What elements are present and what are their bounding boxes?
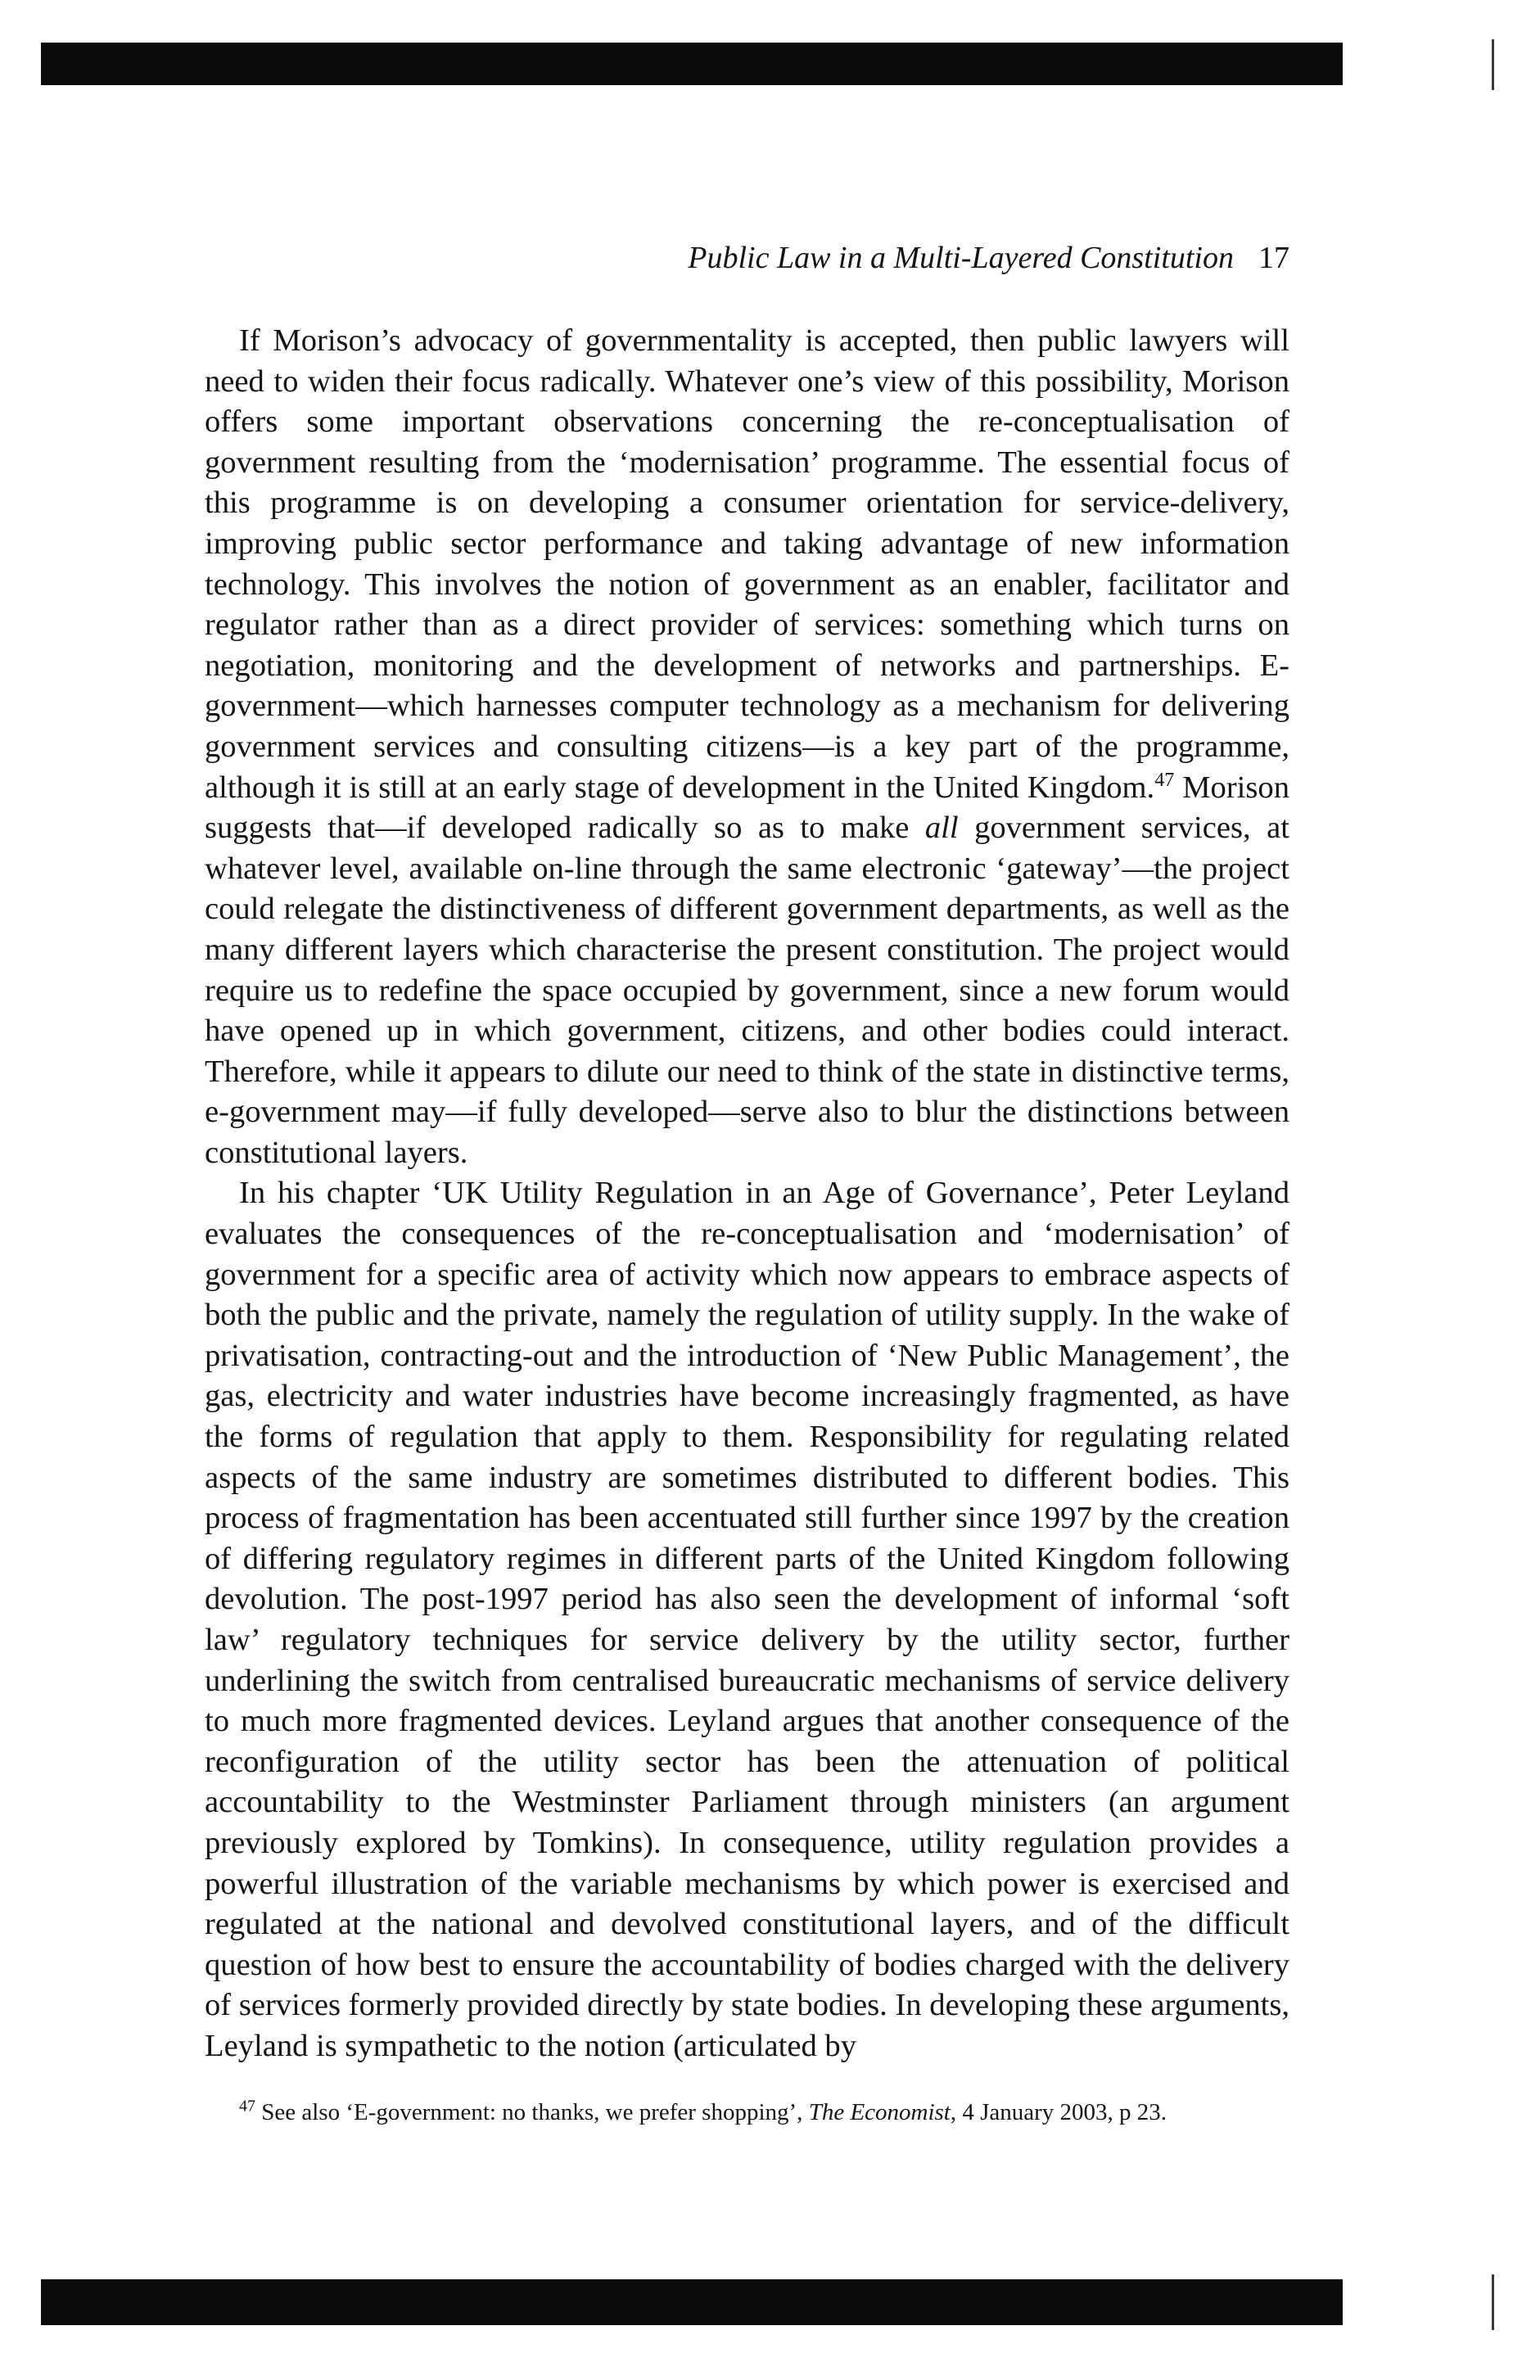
main-text xyxy=(205,321,1289,2067)
footnote-text-a: See also ‘E-government: no thanks, we prefer shopping’, xyxy=(255,2099,809,2125)
paragraph-1-text-b: Morison suggests that—if developed radically so as to make xyxy=(205,770,1289,846)
footnote-publication: The Economist xyxy=(808,2099,951,2125)
page-number: 17 xyxy=(1258,241,1289,275)
paragraph-1 xyxy=(205,321,1289,1173)
emphasis-all: all xyxy=(924,811,959,846)
paragraph-2: In his chapter ‘UK Utility Regulation in an Age of Governance’, Peter Leyland evaluates the consequences of the re-conceptualisation and ‘modernisation’ of government for a specific area of activity which now appears to embrace aspects of both the public and the private, namely the regulation of utility supply. In the wake of privatisation, contracting-out and the introduction of ‘New Public Management’, the gas, electricity and water industries have become increasingly fragmented, as have the forms of regulation that apply to them. Responsibility for regulating related aspects of the same industry are sometimes distributed to different bodies. This process of fragmentation has been accentuated still further since 1997 by the creation of differing regulatory regimes in different parts of the United Kingdom following devolution. The post-1997 period has also seen the development of informal ‘soft law’ regulatory techniques for service delivery by the utility sector, further underlining the switch from centralised bureaucratic mechanisms of service delivery to much more fragmented devices. Leyland argues that another consequence of the reconfiguration of the utility sector has been the attenuation of political accountability to the Westminster Parliament through ministers (an argument previously explored by Tomkins). In consequence, utility regulation provides a powerful illustration of the variable mechanisms by which power is exercised and regulated at the national and devolved constitutional layers, and of the difficult question of how best to ensure the accountability of bodies charged with the delivery of services formerly provided directly by state bodies. In developing these arguments, Leyland is sympathetic to the notion (articulated by xyxy=(205,1176,1289,2063)
footnote-text-b: , 4 January 2003, p 23. xyxy=(950,2099,1167,2125)
crop-mark-top xyxy=(1492,39,1494,90)
footnote-ref-47: 47 xyxy=(1154,769,1175,791)
paragraph-1-text-a: If Morison’s advocacy of governmentality is accepted, then public lawyers will need to widen their focus radically. Whatever one’s view of this possibility, Morison offers some important observations concerning the re-conceptualisation of government resulting from the ‘modernisation’ programme. The essential focus of this programme is on developing a consumer orientation for service-delivery, improving public sector performance and taking advantage of new information technology. This involves the notion of government as an enabler, facilitator and regulator rather than as a direct provider of services: something which turns on negotiation, monitoring and the development of networks and partnerships. E-government—which harnesses computer technology as a mechanism for delivering government services and consulting citizens—is a key part of the programme, although it is still at an early stage of development in the United Kingdom. xyxy=(205,323,1289,805)
scan-border-top xyxy=(41,43,1343,85)
running-header xyxy=(205,237,1289,278)
crop-mark-bottom xyxy=(1492,2274,1494,2330)
paragraph-1-text-c: government services, at whatever level, available on-line through the same electronic ‘gateway’—the project could relegate the distinctiveness of different government departments, as well as the many different layers which characterise the present constitution. The project would require us to redefine the space occupied by government, since a new forum would have opened up in which government, citizens, and other bodies could interact. Therefore, while it appears to dilute our need to think of the state in distinctive terms, e-government may—if fully developed—serve also to blur the distinctions between constitutional layers. xyxy=(205,811,1289,1170)
footnote-47 xyxy=(205,2096,1289,2129)
scan-border-bottom xyxy=(41,2279,1343,2325)
running-title: Public Law in a Multi-Layered Constitution xyxy=(688,241,1234,275)
footnote-marker: 47 xyxy=(239,2097,255,2116)
